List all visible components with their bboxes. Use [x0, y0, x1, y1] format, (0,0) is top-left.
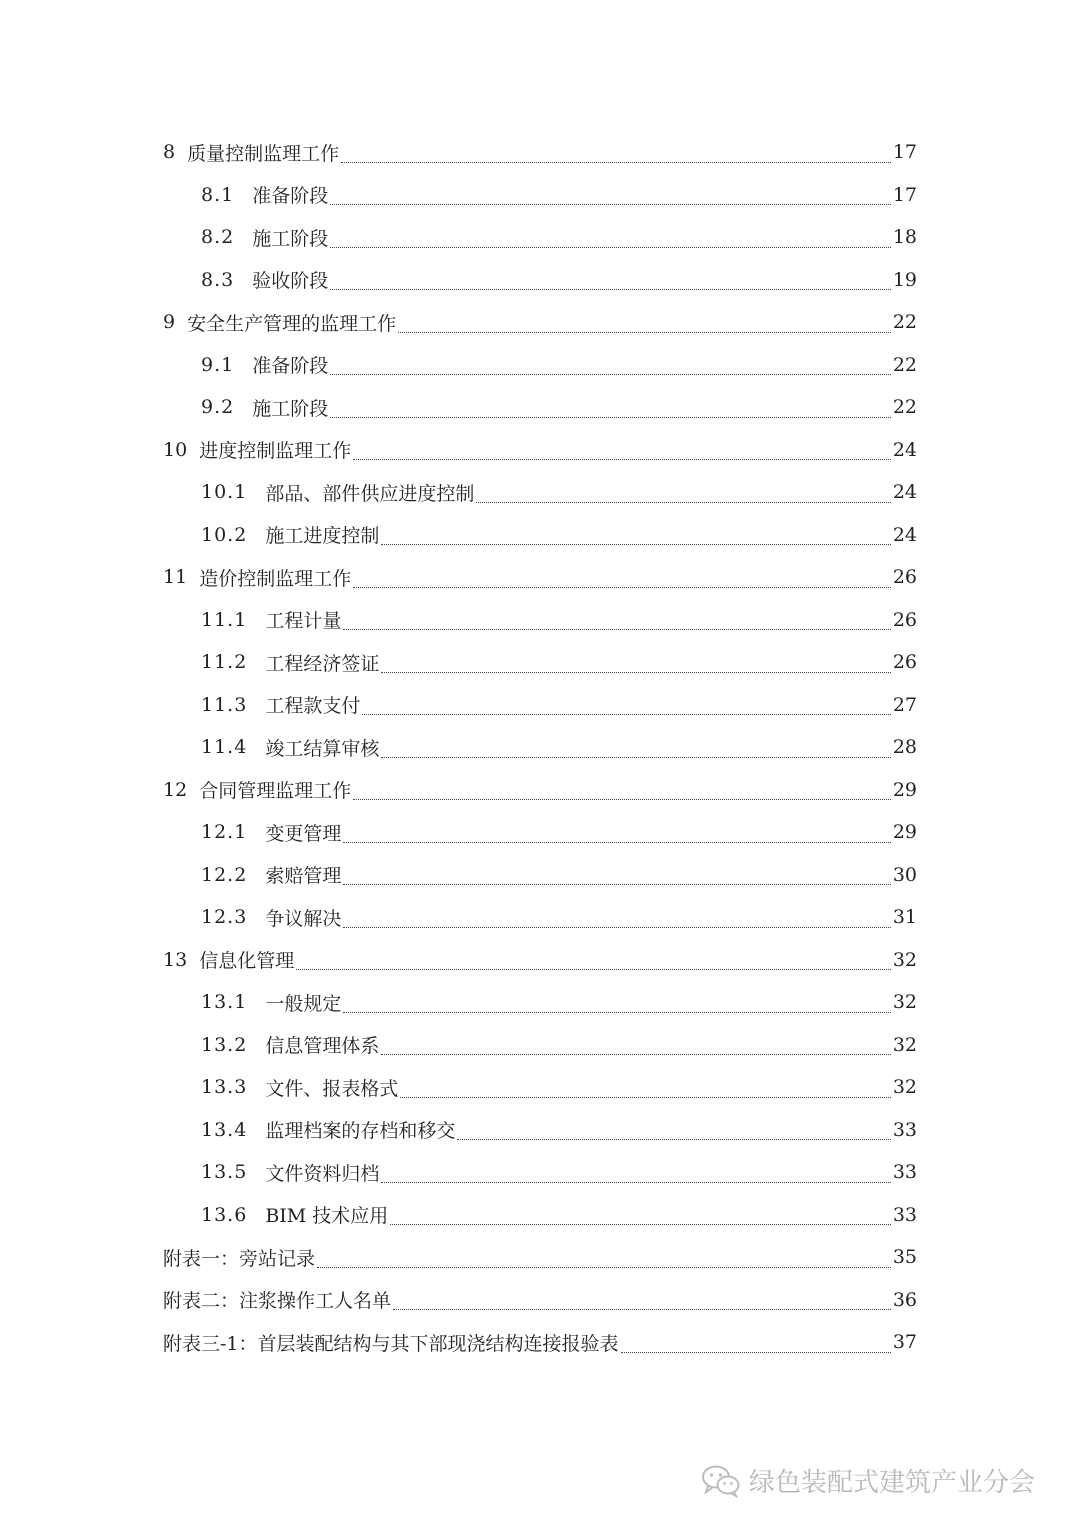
toc-entry-title: 信息化管理 — [199, 950, 295, 973]
toc-entry-title: 文件资料归档 — [265, 1162, 380, 1185]
toc-entry-number: 11.1 — [201, 608, 248, 631]
toc-entry-page: 18 — [892, 226, 917, 249]
dot-leader — [317, 1267, 891, 1268]
toc-entry[interactable] — [163, 939, 917, 982]
wechat-icon — [701, 1464, 741, 1498]
toc-entry-page: 33 — [892, 1161, 917, 1184]
toc-entry-page: 32 — [892, 991, 917, 1014]
toc-entry-page: 33 — [892, 1118, 917, 1141]
dot-leader — [381, 672, 890, 673]
toc-entry-title: 文件、报表格式 — [265, 1077, 399, 1100]
toc-entry[interactable] — [163, 1024, 917, 1067]
toc-entry-page: 27 — [892, 693, 917, 716]
toc-entry-number: 9 — [163, 311, 176, 334]
toc-entry[interactable] — [163, 1194, 917, 1237]
toc-entry-title: 附表三-1：首层装配结构与其下部现浇结构连接报验表 — [163, 1332, 619, 1355]
dot-leader — [330, 247, 891, 248]
toc-entry-title: 信息管理体系 — [265, 1035, 380, 1058]
toc-entry-number: 13.6 — [201, 1203, 248, 1226]
toc-entry[interactable] — [163, 259, 917, 302]
toc-entry-number: 12.2 — [201, 863, 248, 886]
toc-entry-title: 工程计量 — [265, 610, 342, 633]
dot-leader — [330, 417, 891, 418]
toc-entry[interactable] — [163, 981, 917, 1024]
toc-entry-page: 24 — [892, 438, 917, 461]
toc-entry-title: 进度控制监理工作 — [199, 440, 352, 463]
toc-entry-page: 32 — [892, 1076, 917, 1099]
toc-entry-number: 13.3 — [201, 1076, 248, 1099]
toc-entry-title: 附表一：旁站记录 — [163, 1247, 316, 1270]
dot-leader — [343, 842, 890, 843]
toc-entry-title: 质量控制监理工作 — [187, 142, 340, 165]
toc-entry-title: 施工阶段 — [252, 397, 329, 420]
toc-entry-number: 10.1 — [201, 481, 248, 504]
toc-entry[interactable] — [163, 599, 917, 642]
toc-entry[interactable] — [163, 641, 917, 684]
dot-leader — [381, 544, 890, 545]
toc-entry-number: 8 — [163, 141, 176, 164]
toc-entry-page: 24 — [892, 523, 917, 546]
toc-entry-number: 9.2 — [201, 396, 235, 419]
dot-leader — [381, 1054, 890, 1055]
toc-entry[interactable] — [163, 769, 917, 812]
toc-entry-title: 工程经济签证 — [265, 652, 380, 675]
toc-entry[interactable] — [163, 131, 917, 174]
dot-leader — [341, 162, 891, 163]
toc-entry-number: 11.4 — [201, 736, 248, 759]
toc-entry-title: 附表二：注浆操作工人名单 — [163, 1290, 392, 1313]
toc-entry-number: 12.3 — [201, 906, 248, 929]
toc-entry-page: 22 — [892, 396, 917, 419]
toc-entry-title: 变更管理 — [265, 822, 342, 845]
toc-entry-page: 31 — [892, 906, 917, 929]
toc-entry[interactable] — [163, 1279, 917, 1322]
toc-entry-title: 安全生产管理的监理工作 — [187, 312, 397, 335]
toc-entry-number: 12.1 — [201, 821, 248, 844]
dot-leader — [381, 757, 890, 758]
toc-entry-page: 30 — [892, 863, 917, 886]
toc-entry-page: 33 — [892, 1203, 917, 1226]
toc-entry[interactable] — [163, 471, 917, 514]
toc-entry-page: 26 — [892, 608, 917, 631]
dot-leader — [400, 1097, 890, 1098]
toc-entry-page: 35 — [892, 1246, 917, 1269]
dot-leader — [353, 799, 891, 800]
toc-entry[interactable] — [163, 301, 917, 344]
toc-entry-title: 监理档案的存档和移交 — [265, 1120, 456, 1143]
toc-entry-page: 17 — [892, 183, 917, 206]
toc-entry-number: 11.3 — [201, 693, 248, 716]
toc-entry[interactable] — [163, 1151, 917, 1194]
dot-leader — [353, 587, 891, 588]
dot-leader — [621, 1352, 891, 1353]
toc-entry-number: 8.2 — [201, 226, 235, 249]
toc-entry-title: 造价控制监理工作 — [199, 567, 352, 590]
toc-entry-title: 索赔管理 — [265, 865, 342, 888]
dot-leader — [457, 1139, 890, 1140]
toc-entry-number: 13.2 — [201, 1033, 248, 1056]
toc-entry-title: BIM 技术应用 — [265, 1205, 389, 1228]
toc-entry-title: 施工进度控制 — [265, 525, 380, 548]
toc-entry-number: 13.5 — [201, 1161, 248, 1184]
toc-entry[interactable] — [163, 1066, 917, 1109]
toc-entry-title: 竣工结算审核 — [265, 737, 380, 760]
toc-entry-page: 32 — [892, 1033, 917, 1056]
dot-leader — [343, 927, 890, 928]
table-of-contents — [163, 131, 917, 1364]
toc-entry-title: 工程款支付 — [265, 695, 361, 718]
dot-leader — [330, 204, 891, 205]
dot-leader — [343, 884, 890, 885]
toc-entry[interactable] — [163, 684, 917, 727]
toc-entry-title: 施工阶段 — [252, 227, 329, 250]
toc-entry[interactable] — [163, 344, 917, 387]
toc-entry-number: 12 — [163, 778, 188, 801]
dot-leader — [296, 969, 891, 970]
toc-entry-page: 24 — [892, 481, 917, 504]
toc-entry-page: 37 — [892, 1331, 917, 1354]
watermark — [701, 1462, 1035, 1499]
toc-entry-title: 验收阶段 — [252, 270, 329, 293]
toc-entry-page: 22 — [892, 353, 917, 376]
toc-entry[interactable] — [163, 556, 917, 599]
toc-entry-page: 22 — [892, 311, 917, 334]
toc-entry[interactable] — [163, 174, 917, 217]
dot-leader — [476, 502, 890, 503]
toc-entry-page: 19 — [892, 268, 917, 291]
dot-leader — [330, 374, 891, 375]
toc-entry-number: 10.2 — [201, 523, 248, 546]
toc-entry-number: 8.1 — [201, 183, 235, 206]
dot-leader — [353, 459, 891, 460]
dot-leader — [398, 332, 891, 333]
toc-entry-title: 部品、部件供应进度控制 — [265, 482, 475, 505]
toc-entry-page: 26 — [892, 651, 917, 674]
dot-leader — [393, 1309, 891, 1310]
toc-entry-page: 29 — [892, 821, 917, 844]
toc-entry-page: 36 — [892, 1288, 917, 1311]
dot-leader — [362, 714, 890, 715]
toc-entry-title: 合同管理监理工作 — [199, 780, 352, 803]
toc-entry-title: 准备阶段 — [252, 185, 329, 208]
toc-entry[interactable] — [163, 811, 917, 854]
toc-entry-number: 11 — [163, 566, 188, 589]
toc-entry-title: 准备阶段 — [252, 355, 329, 378]
toc-entry-number: 13 — [163, 948, 188, 971]
dot-leader — [343, 629, 890, 630]
toc-entry-number: 10 — [163, 438, 188, 461]
toc-entry-page: 29 — [892, 778, 917, 801]
toc-entry[interactable] — [163, 1321, 917, 1364]
toc-entry-number: 9.1 — [201, 353, 235, 376]
toc-entry-page: 17 — [892, 141, 917, 164]
toc-entry-page: 26 — [892, 566, 917, 589]
toc-entry-title: 一般规定 — [265, 992, 342, 1015]
toc-entry[interactable] — [163, 896, 917, 939]
toc-entry-number: 8.3 — [201, 268, 235, 291]
toc-entry-number: 13.1 — [201, 991, 248, 1014]
dot-leader — [330, 289, 891, 290]
toc-entry-title: 争议解决 — [265, 907, 342, 930]
toc-entry[interactable] — [163, 1109, 917, 1152]
toc-entry[interactable] — [163, 1236, 917, 1279]
toc-entry[interactable] — [163, 429, 917, 472]
watermark-text: 绿色装配式建筑产业分会 — [749, 1468, 1036, 1498]
dot-leader — [343, 1012, 890, 1013]
dot-leader — [381, 1182, 890, 1183]
toc-entry[interactable] — [163, 854, 917, 897]
toc-entry-page: 32 — [892, 948, 917, 971]
toc-entry[interactable] — [163, 386, 917, 429]
toc-entry[interactable] — [163, 726, 917, 769]
toc-entry[interactable] — [163, 514, 917, 557]
toc-entry[interactable] — [163, 216, 917, 259]
toc-entry-number: 13.4 — [201, 1118, 248, 1141]
toc-entry-number: 11.2 — [201, 651, 248, 674]
toc-entry-page: 28 — [892, 736, 917, 759]
dot-leader — [390, 1224, 891, 1225]
